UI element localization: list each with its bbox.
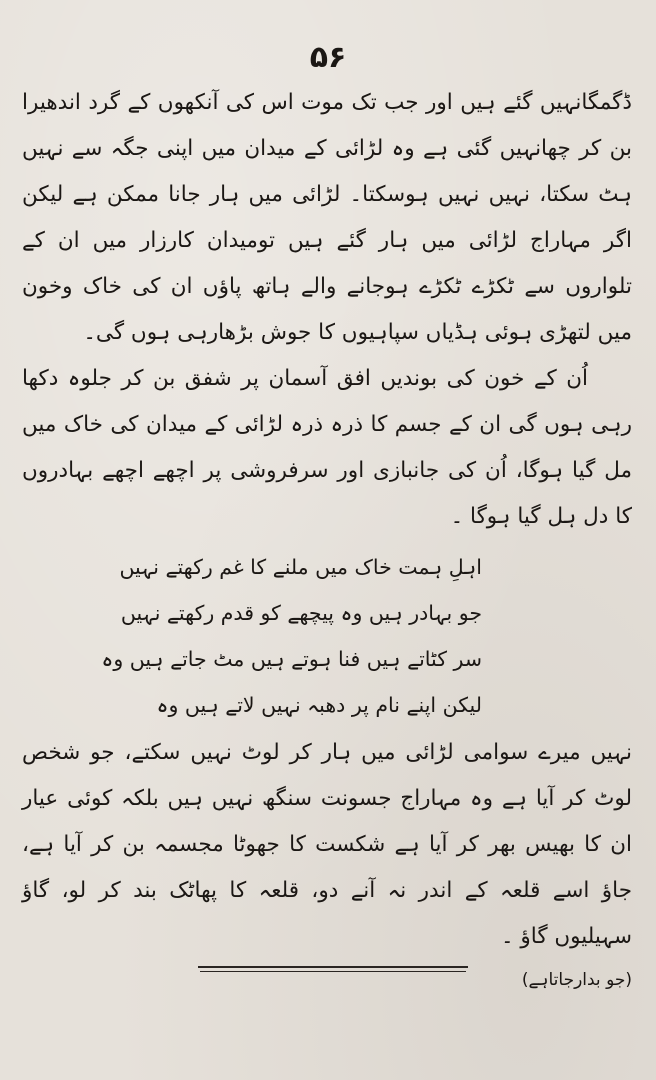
page-number: ۵۶ — [309, 40, 347, 75]
paragraph-1: ڈگمگانہیں گئے ہیں اور جب تک موت اس کی آنکھوں کے گرد اندھیرا بن کر چھانہیں گئی ہے وہ لڑائی کے میدان میں اپنی جگہ سے نہیں ہٹ سکتا، نہیں نہیں ہوسکتا۔ لڑائی میں ہار جانا ممکن ہے لیکن اگر مہاراج لڑائی میں ہار گئے ہیں تومیدان کارزار میں ان کے تلواروں سے ٹکڑے ٹکڑے ہوجانے والے ہاتھ پاؤں ان کی خاک وخون میں لتھڑی ہوئی ہڈیاں سپاہیوں کا جوش بڑھارہی ہوں گی۔ — [22, 90, 632, 345]
verse — [101, 544, 632, 728]
verse-line-2: جو بہادر ہیں وہ پیچھے کو قدم رکھتے نہیں — [120, 601, 482, 625]
verse-line-4: لیکن اپنے نام پر دھبہ نہیں لاتے ہیں وہ — [156, 693, 482, 717]
paragraph-2: اُن کے خون کی بوندیں افق آسمان پر شفق بن کر جلوہ دکھا رہی ہوں گی ان کے جسم کا ذرہ ذرہ لڑائی کے میدان کی خاک میں مل گیا ہوگا، اُن کی جانبازی اور سرفروشی پر اچھے اچھے بہادروں کا دل ہل گیا ہوگا ۔ — [22, 366, 632, 529]
end-rule — [198, 966, 468, 968]
stage-direction: (جو بدارجاتاہے) — [521, 970, 632, 990]
end-rule-thin — [200, 971, 466, 972]
verse-line-3: سر کٹاتے ہیں فنا ہوتے ہیں مٹ جاتے ہیں وہ — [101, 647, 482, 671]
body-text — [22, 80, 632, 1000]
verse-line-1: اہلِ ہمت خاک میں ملنے کا غم رکھتے نہیں — [119, 555, 482, 579]
closing-paragraph: نہیں میرے سوامی لڑائی میں ہار کر لوٹ نہیں سکتے، جو شخص لوٹ کر آیا ہے وہ مہاراج جسونت سنگھ نہیں ہیں بلکہ کوئی عیار ان کا بھیس بھر کر آیا ہے شکست کا جھوٹا مجسمہ بن کر آیا ہے، جاؤ اسے قلعہ کے اندر نہ آنے دو، قلعہ کا پھاٹک بند کر لو، گاؤ سہیلیوں گاؤ ۔ — [22, 740, 632, 949]
